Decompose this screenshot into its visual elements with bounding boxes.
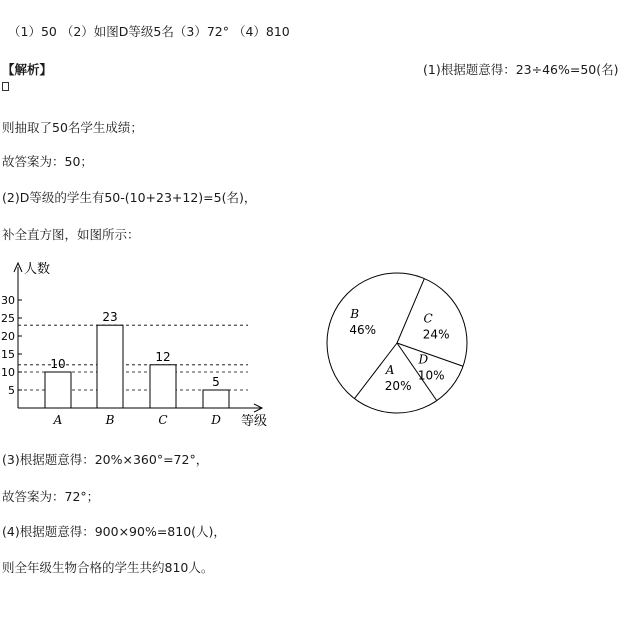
bar-value-label: 5 [212,375,220,389]
bar-value-label: 12 [155,349,171,364]
step2-text: (2)D等级的学生有50-(10+23+12)=5(名)， [2,190,257,205]
step1-text: (1)根据题意得：23÷46%=50(名) [423,62,619,77]
bar-chart [0,255,290,430]
pie-slice-letter-C: C [423,311,433,326]
y-tick-label: 25 [1,312,15,325]
y-tick-label: 20 [1,330,15,343]
bar-B [97,325,123,408]
step4-text: (4)根据题意得：900×90%=810(人)， [2,524,226,539]
answers-line: （1）50 （2）如图D等级5名（3）72° （4）810 [8,24,290,39]
y-tick-label: 5 [8,384,15,397]
pie-slice-percent-B: 46% [349,322,377,337]
answer3-text: 故答案为：72°； [2,489,100,504]
pie-slice-percent-C: 24% [422,327,450,342]
step3-text: (3)根据题意得：20%×360°=72°， [2,452,209,467]
pie-slice-letter-D: D [418,352,429,367]
x-axis-label: 等级 [241,414,268,429]
sample-size-text: 则抽取了50名学生成绩； [2,120,143,135]
bar-value-label: 23 [102,310,118,325]
category-label: B [105,413,115,427]
pie-chart [322,268,472,418]
missing-image-icon [2,82,9,91]
y-tick-label: 30 [1,294,15,307]
conclusion-text: 则全年级生物合格的学生共约810人。 [2,560,214,575]
bar-C [150,365,176,408]
pie-slice-letter-A: A [385,362,395,377]
pie-slice-letter-B: B [350,306,360,321]
bar-A [45,372,71,408]
analysis-heading: 【解析】 [2,62,53,77]
bar-value-label: 10 [50,357,66,371]
category-label: C [158,413,168,427]
pie-slice-percent-D: 10% [417,368,445,383]
answer1-text: 故答案为：50； [2,154,93,169]
y-tick-label: 15 [1,348,15,361]
y-tick-label: 10 [1,366,15,379]
y-axis-label: 人数 [24,262,51,277]
category-label: D [211,413,221,427]
category-label: A [53,413,63,427]
complete-histogram-text: 补全直方图，如图所示： [2,227,140,242]
bar-D [203,390,229,408]
pie-slice-percent-A: 20% [384,378,412,393]
